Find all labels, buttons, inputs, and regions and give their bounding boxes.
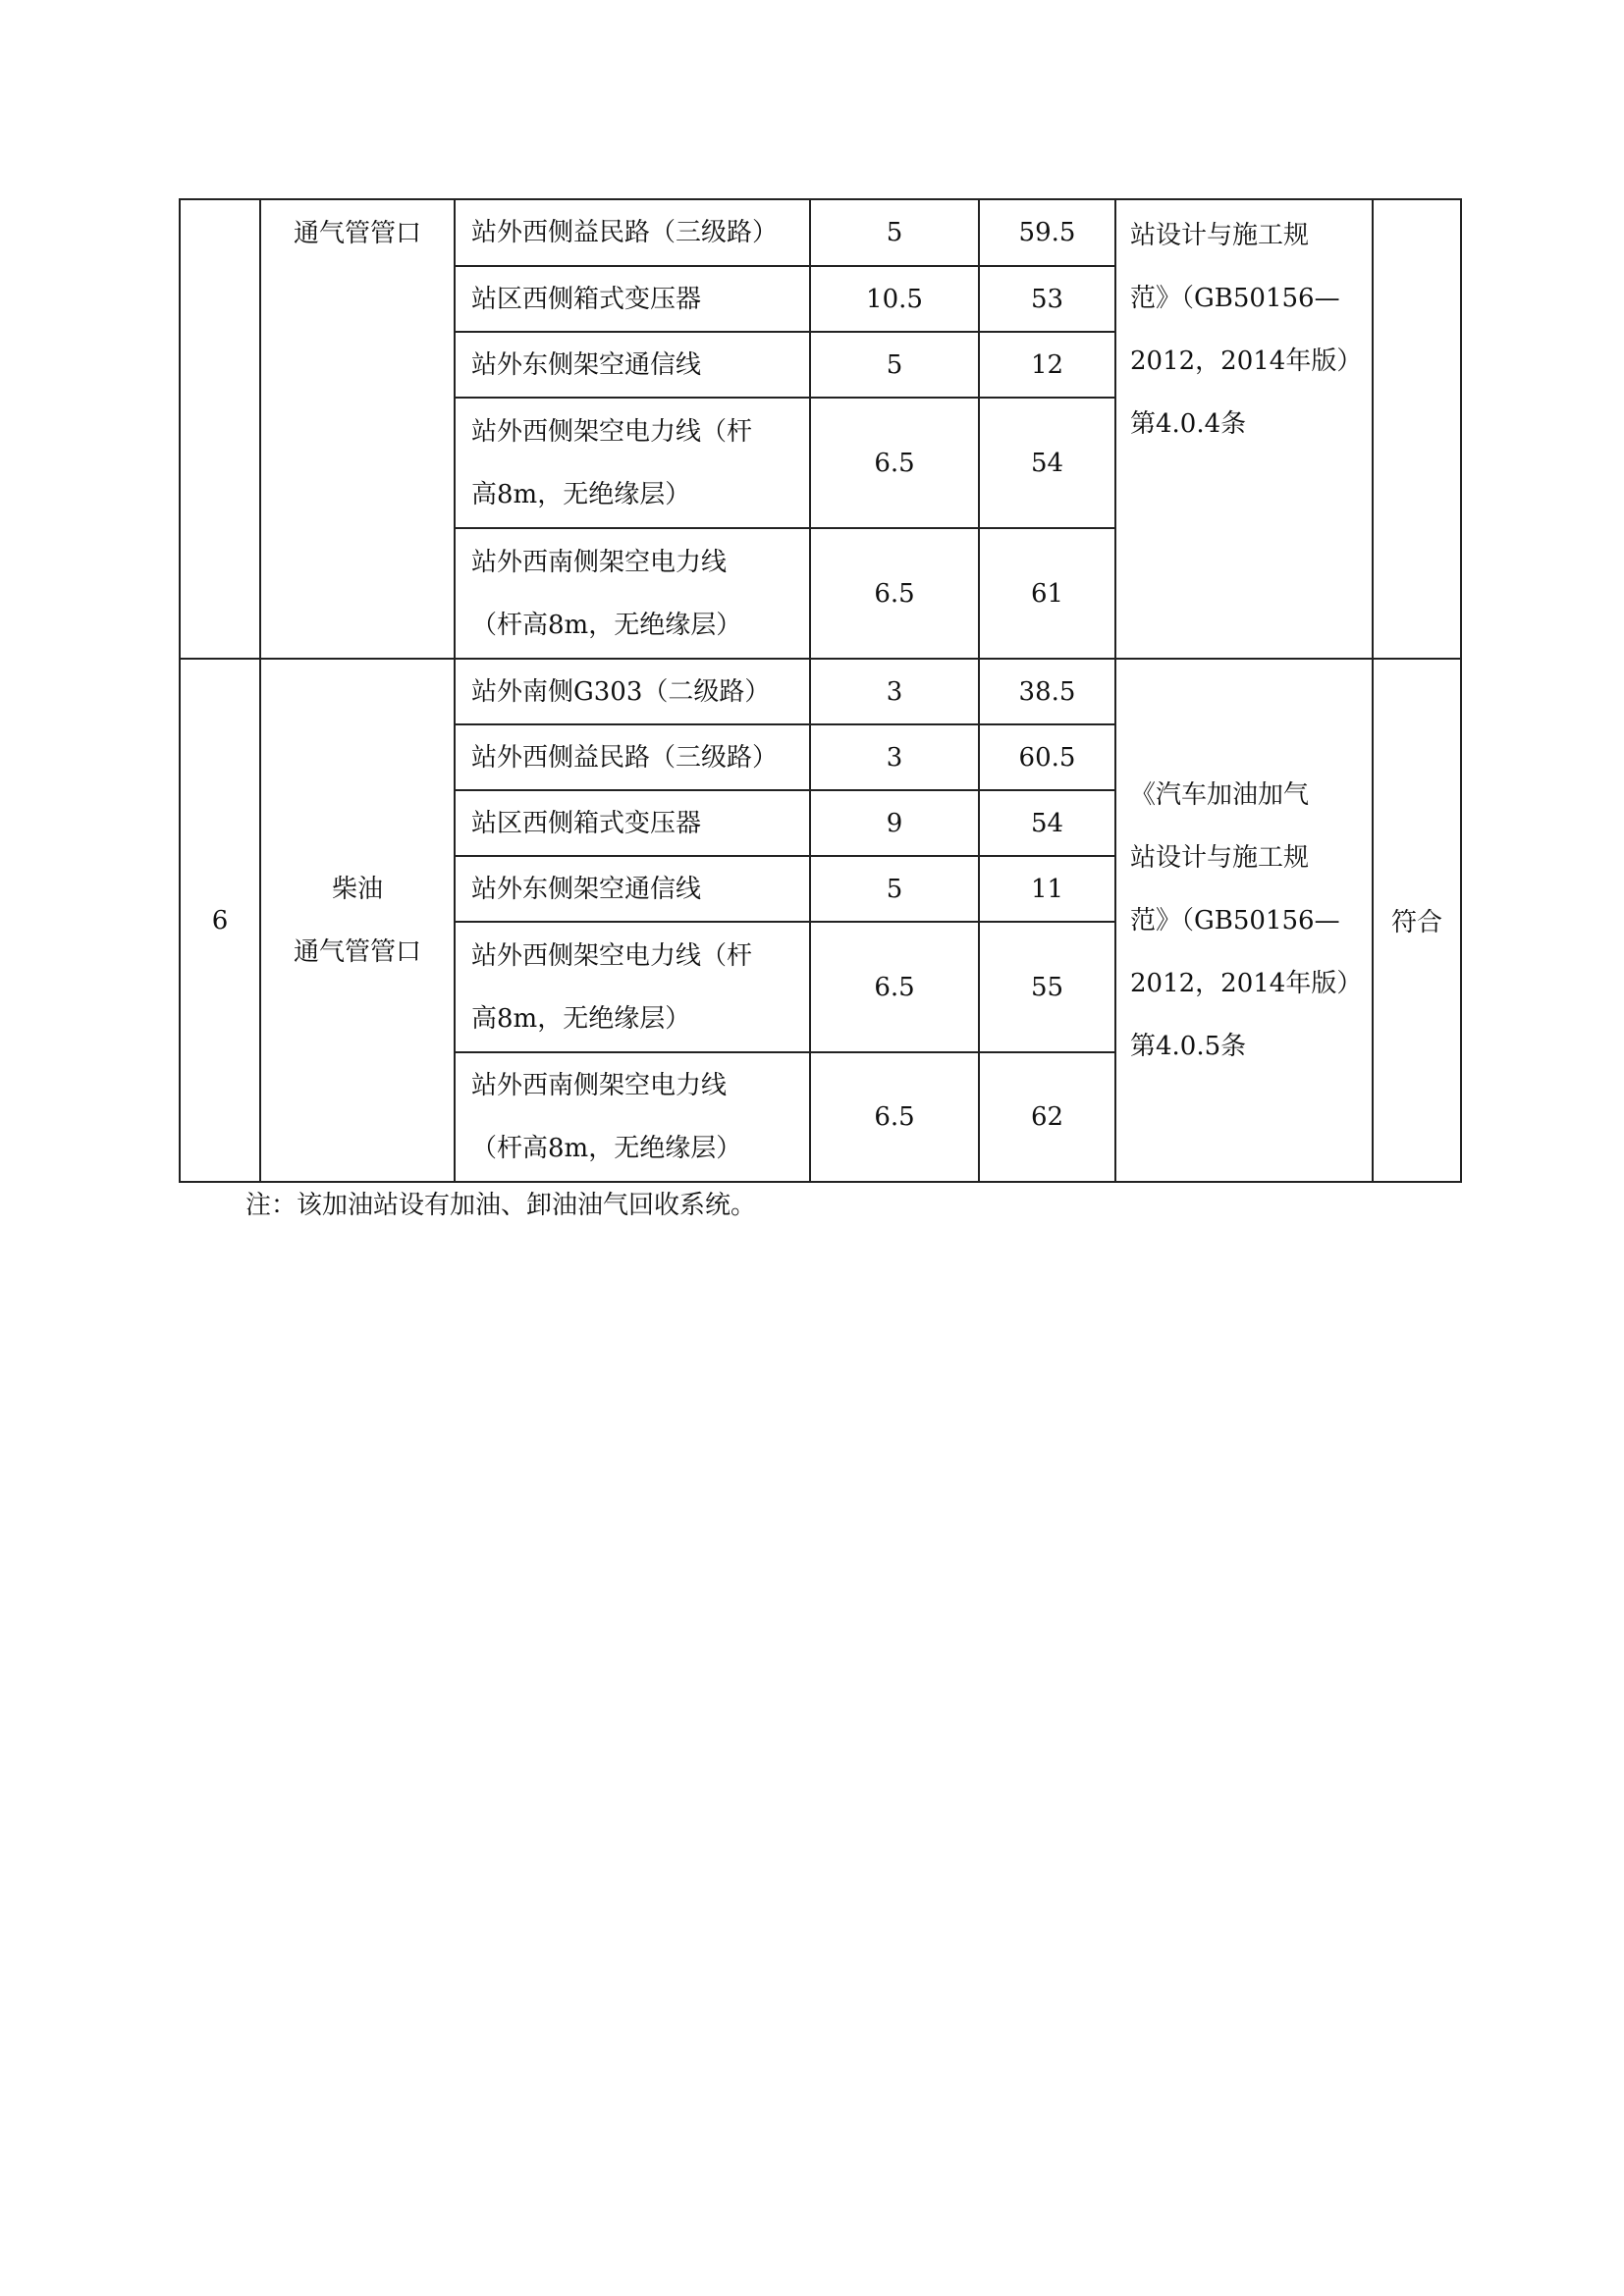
required-distance-cell: 6.5 bbox=[810, 528, 979, 659]
object-cell bbox=[455, 790, 810, 856]
actual-distance-cell: 12 bbox=[979, 332, 1115, 398]
actual-distance-cell: 11 bbox=[979, 856, 1115, 922]
basis-line: 站设计与施工规 bbox=[1130, 221, 1310, 250]
object-text: （杆高8m，无绝缘层） bbox=[471, 1134, 742, 1163]
object-text: 站外西侧益民路（三级路） bbox=[471, 742, 779, 773]
object-cell bbox=[455, 856, 810, 922]
basis-line: 第4.0.5条 bbox=[1130, 1031, 1247, 1061]
row-number-cell bbox=[180, 199, 260, 659]
object-text: 站区西侧箱式变压器 bbox=[471, 284, 702, 314]
actual-distance-cell: 61 bbox=[979, 528, 1115, 659]
table-footnote: 注：该加油站设有加油、卸油油气回收系统。 bbox=[245, 1191, 757, 1220]
basis-line: 《汽车加油加气 bbox=[1130, 779, 1310, 810]
basis-cell bbox=[1115, 199, 1373, 659]
object-text: 站外南侧G303（二级路） bbox=[471, 676, 771, 707]
required-distance-cell: 3 bbox=[810, 659, 979, 724]
facility-name: 柴油 bbox=[331, 874, 383, 904]
table-row bbox=[180, 199, 1461, 266]
object-cell bbox=[455, 1052, 810, 1182]
required-distance-cell: 5 bbox=[810, 199, 979, 266]
basis-line: 第4.0.4条 bbox=[1130, 409, 1247, 439]
table-row bbox=[180, 659, 1461, 724]
basis-cell bbox=[1115, 659, 1373, 1182]
object-text: （杆高8m，无绝缘层） bbox=[471, 610, 742, 640]
result-cell: 符合 bbox=[1373, 659, 1461, 1182]
basis-line: 范》（GB50156— bbox=[1130, 905, 1340, 935]
object-cell bbox=[455, 199, 810, 266]
actual-distance-cell: 38.5 bbox=[979, 659, 1115, 724]
actual-distance-cell: 59.5 bbox=[979, 199, 1115, 266]
object-text: 站外西侧架空电力线（杆 bbox=[471, 940, 753, 971]
required-distance-cell: 6.5 bbox=[810, 1052, 979, 1182]
object-text: 站外东侧架空通信线 bbox=[471, 874, 702, 904]
object-text: 站外东侧架空通信线 bbox=[471, 349, 702, 380]
required-distance-cell: 9 bbox=[810, 790, 979, 856]
object-cell bbox=[455, 659, 810, 724]
actual-distance-cell: 54 bbox=[979, 790, 1115, 856]
actual-distance-cell: 60.5 bbox=[979, 724, 1115, 790]
object-text: 站外西南侧架空电力线 bbox=[471, 547, 728, 577]
required-distance-cell: 5 bbox=[810, 856, 979, 922]
object-text: 高8m，无绝缘层） bbox=[471, 479, 691, 509]
object-cell bbox=[455, 266, 810, 332]
required-distance-cell: 6.5 bbox=[810, 922, 979, 1052]
basis-line: 2012，2014年版） bbox=[1130, 347, 1363, 376]
required-distance-cell: 3 bbox=[810, 724, 979, 790]
result-cell bbox=[1373, 199, 1461, 659]
required-distance-cell: 10.5 bbox=[810, 266, 979, 332]
basis-line: 站设计与施工规 bbox=[1130, 842, 1310, 873]
object-text: 站外西侧益民路（三级路） bbox=[471, 218, 779, 247]
object-cell bbox=[455, 332, 810, 398]
distance-compliance-table bbox=[179, 198, 1462, 1183]
basis-line: 范》（GB50156— bbox=[1130, 284, 1340, 313]
basis-line: 2012，2014年版） bbox=[1130, 968, 1363, 998]
actual-distance-cell: 54 bbox=[979, 398, 1115, 528]
actual-distance-cell: 62 bbox=[979, 1052, 1115, 1182]
object-cell bbox=[455, 398, 810, 528]
facility-name-cell bbox=[260, 659, 455, 1182]
required-distance-cell: 6.5 bbox=[810, 398, 979, 528]
actual-distance-cell: 53 bbox=[979, 266, 1115, 332]
required-distance-cell: 5 bbox=[810, 332, 979, 398]
object-text: 站外西侧架空电力线（杆 bbox=[471, 416, 753, 447]
facility-name: 通气管管口 bbox=[293, 936, 421, 967]
object-cell bbox=[455, 724, 810, 790]
object-text: 站外西南侧架空电力线 bbox=[471, 1071, 728, 1100]
actual-distance-cell: 55 bbox=[979, 922, 1115, 1052]
object-text: 站区西侧箱式变压器 bbox=[471, 808, 702, 838]
row-number-cell: 6 bbox=[180, 659, 260, 1182]
object-text: 高8m，无绝缘层） bbox=[471, 1003, 691, 1034]
object-cell bbox=[455, 922, 810, 1052]
facility-name: 通气管管口 bbox=[293, 219, 421, 248]
object-cell bbox=[455, 528, 810, 659]
facility-name-cell bbox=[260, 199, 455, 659]
